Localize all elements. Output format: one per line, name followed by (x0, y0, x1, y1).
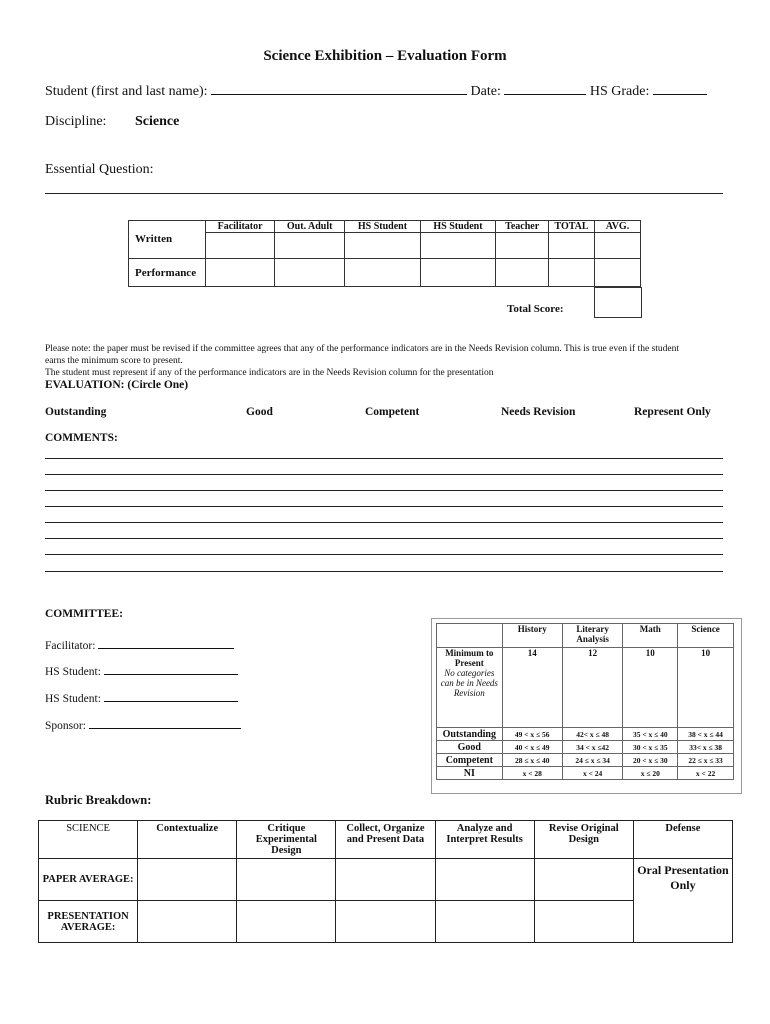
rubric-cell[interactable] (534, 859, 633, 901)
committee-member-label: Sponsor: (45, 720, 86, 732)
min-value: 10 (678, 648, 734, 728)
eval-option-outstanding[interactable]: Outstanding (45, 406, 107, 418)
rubric-table (38, 820, 733, 943)
min-cell: 33< x ≤ 38 (678, 741, 734, 754)
score-cell[interactable] (496, 233, 549, 259)
min-cell: x < 22 (678, 767, 734, 780)
eval-option-competent[interactable]: Competent (365, 406, 420, 418)
score-cell[interactable] (595, 259, 641, 287)
total-score-label: Total Score: (507, 303, 564, 315)
min-row-label: Outstanding (437, 728, 503, 741)
note-line-1: Please note: the paper must be revised if the committee agrees that any of the performance indicators are in the Needs Revision column. This is true even if the student (45, 344, 680, 354)
score-row-label: Performance (129, 259, 206, 287)
student-name-field[interactable] (211, 82, 467, 95)
eval-option-represent-only[interactable]: Represent Only (634, 406, 711, 418)
facilitator-field[interactable] (98, 636, 234, 649)
rubric-cell[interactable] (138, 901, 237, 943)
min-col: Literary Analysis (562, 624, 623, 648)
score-col: Facilitator (206, 221, 275, 233)
committee-hs-student-2 (45, 689, 238, 705)
committee-member-label: HS Student: (45, 666, 101, 678)
score-col: AVG. (595, 221, 641, 233)
rubric-cell[interactable] (237, 859, 336, 901)
min-cell: 40 < x ≤ 49 (502, 741, 562, 754)
essential-question-field[interactable] (45, 193, 723, 194)
min-row-label: Good (437, 741, 503, 754)
rubric-cell[interactable] (435, 859, 534, 901)
eval-option-good[interactable]: Good (246, 406, 273, 418)
rubric-row-label: PAPER AVERAGE: (39, 859, 138, 901)
committee-member-label: Facilitator: (45, 640, 96, 652)
min-cell: 42< x ≤ 48 (562, 728, 623, 741)
score-col: Out. Adult (275, 221, 345, 233)
min-col: Math (623, 624, 678, 648)
min-row-label: NI (437, 767, 503, 780)
min-cell: 24 ≤ x ≤ 34 (562, 754, 623, 767)
score-row-label: Written (129, 233, 206, 259)
score-col: HS Student (345, 221, 420, 233)
score-col: HS Student (420, 221, 495, 233)
score-cell[interactable] (496, 259, 549, 287)
comments-label: COMMENTS: (45, 432, 118, 444)
grade-field[interactable] (653, 82, 707, 95)
committee-facilitator (45, 636, 234, 652)
student-line (45, 82, 707, 100)
min-value: 10 (623, 648, 678, 728)
min-col: Science (678, 624, 734, 648)
min-cell: x < 24 (562, 767, 623, 780)
hs-student-field[interactable] (104, 662, 238, 675)
score-cell[interactable] (275, 233, 345, 259)
score-cell[interactable] (206, 259, 275, 287)
rubric-header: Critique Experimental Design (237, 821, 336, 859)
comment-line[interactable] (45, 571, 723, 572)
comment-line[interactable] (45, 554, 723, 555)
min-score-frame (431, 618, 742, 794)
grade-label: HS Grade: (589, 84, 650, 99)
min-col: History (502, 624, 562, 648)
min-value: 12 (562, 648, 623, 728)
score-corner (129, 221, 206, 233)
committee-member-label: HS Student: (45, 693, 101, 705)
comment-line[interactable] (45, 506, 723, 507)
min-score-table (436, 623, 734, 780)
rubric-header: Analyze and Interpret Results (435, 821, 534, 859)
rubric-cell[interactable] (237, 901, 336, 943)
comment-line[interactable] (45, 538, 723, 539)
min-label: Minimum to Present (445, 648, 494, 668)
score-cell[interactable] (420, 259, 495, 287)
rubric-cell[interactable] (138, 859, 237, 901)
score-cell[interactable] (345, 259, 420, 287)
min-cell: 35 < x ≤ 40 (623, 728, 678, 741)
page-title: Science Exhibition – Evaluation Form (263, 48, 507, 64)
rubric-cell[interactable] (336, 901, 435, 943)
min-note: No categories can be in Needs Revision (440, 668, 498, 698)
min-label-cell (437, 648, 503, 728)
min-cell: 22 ≤ x ≤ 33 (678, 754, 734, 767)
min-cell: 30 < x ≤ 35 (623, 741, 678, 754)
score-cell[interactable] (345, 233, 420, 259)
evaluation-label: EVALUATION: (Circle One) (45, 379, 189, 391)
note-line-3: The student must represent if any of the performance indicators are in the Needs Revision column for the presentation (45, 368, 494, 378)
min-row-label: Competent (437, 754, 503, 767)
min-cell: 49 < x ≤ 56 (502, 728, 562, 741)
score-cell[interactable] (549, 259, 595, 287)
score-cell[interactable] (206, 233, 275, 259)
min-cell: 28 ≤ x ≤ 40 (502, 754, 562, 767)
sponsor-field[interactable] (89, 716, 241, 729)
discipline-value: Science (135, 114, 180, 129)
eval-option-needs-revision[interactable]: Needs Revision (501, 406, 576, 418)
rubric-header: SCIENCE (39, 821, 138, 859)
rubric-label: Rubric Breakdown: (45, 793, 152, 807)
essential-question-label: Essential Question: (45, 162, 154, 177)
date-label: Date: (470, 84, 501, 99)
committee-label: COMMITTEE: (45, 608, 123, 620)
defense-note: Oral Presentation Only (633, 859, 732, 943)
hs-student-field[interactable] (104, 689, 238, 702)
score-cell[interactable] (549, 233, 595, 259)
score-cell[interactable] (420, 233, 495, 259)
score-col: Teacher (496, 221, 549, 233)
discipline-label: Discipline: (45, 114, 107, 129)
score-col: TOTAL (549, 221, 595, 233)
min-cell: 20 < x ≤ 30 (623, 754, 678, 767)
comment-line[interactable] (45, 490, 723, 491)
score-cell[interactable] (595, 233, 641, 259)
rubric-header: Collect, Organize and Present Data (336, 821, 435, 859)
score-table (128, 220, 641, 287)
score-cell[interactable] (275, 259, 345, 287)
comment-line[interactable] (45, 522, 723, 523)
min-corner (437, 624, 503, 648)
rubric-cell[interactable] (336, 859, 435, 901)
comment-line[interactable] (45, 458, 723, 459)
min-cell: 34 < x ≤42 (562, 741, 623, 754)
committee-sponsor (45, 716, 241, 732)
date-field[interactable] (504, 82, 586, 95)
rubric-row-label: PRESENTATION AVERAGE: (39, 901, 138, 943)
rubric-header: Revise Original Design (534, 821, 633, 859)
min-cell: x ≤ 20 (623, 767, 678, 780)
rubric-header: Contextualize (138, 821, 237, 859)
total-score-box[interactable] (594, 287, 642, 318)
comment-line[interactable] (45, 474, 723, 475)
rubric-cell[interactable] (435, 901, 534, 943)
rubric-header: Defense (633, 821, 732, 859)
committee-hs-student-1 (45, 662, 238, 678)
rubric-cell[interactable] (534, 901, 633, 943)
min-cell: x < 28 (502, 767, 562, 780)
min-cell: 38 < x ≤ 44 (678, 728, 734, 741)
min-value: 14 (502, 648, 562, 728)
note-line-2: earns the minimum score to present. (45, 356, 183, 366)
student-label: Student (first and last name): (45, 84, 208, 99)
